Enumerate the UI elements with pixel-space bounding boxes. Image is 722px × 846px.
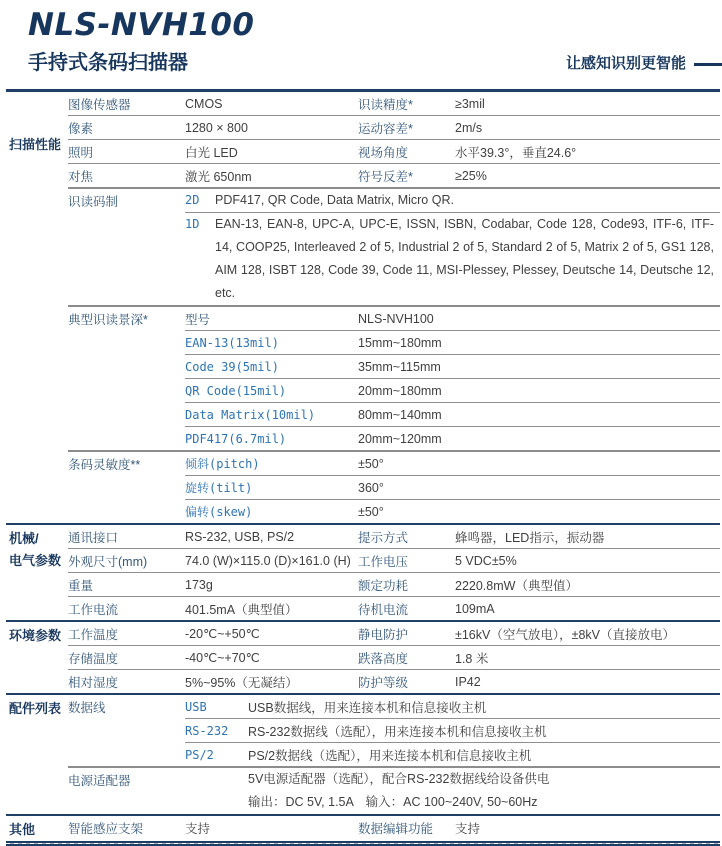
spec-label: 跌落高度	[358, 651, 409, 666]
table-row	[68, 525, 720, 548]
symbology-type-tag: 2D	[185, 193, 200, 207]
section-title	[6, 525, 68, 620]
spec-label: 倾斜(pitch)	[185, 457, 260, 471]
section-mechanical-electrical	[6, 525, 720, 622]
section-title: 其他	[9, 822, 36, 837]
spec-label: 条码灵敏度**	[68, 458, 141, 472]
spec-label: 数据线	[68, 701, 106, 715]
spec-value: PS/2数据线（选配），用来连接本机和信息接收主机	[248, 748, 532, 763]
spec-label: EAN-13(13mil)	[185, 335, 279, 350]
spec-value: RS-232, USB, PS/2	[185, 529, 295, 544]
section-body	[68, 525, 720, 620]
table-row	[185, 475, 720, 499]
table-row	[68, 548, 720, 572]
section-title: 扫描性能	[9, 137, 62, 152]
spec-value: EAN-13, EAN-8, UPC-A, UPC-E, ISSN, ISBN, Codabar, Code 128, Code93, ITF-6, ITF-14, COOP25, Interleaved 2 of 5, Industrial 2 of 5, Standard 2 of 5, Matrix 2 of 5, GS1 128, AIM 128, ISBT 128, Code 39, Code 11, MSI-Plessey, Plessey, Deutsche 14, Deutsche 12, etc.	[215, 217, 714, 300]
slogan-wrap	[566, 53, 722, 75]
spec-value: USB数据线，用来连接本机和信息接收主机	[248, 700, 487, 715]
spec-value: 74.0 (W)×115.0 (D)×161.0 (H)	[185, 553, 351, 568]
spec-label: 工作温度	[68, 627, 119, 642]
cable-type-tag: PS/2	[185, 747, 214, 762]
cable-type-tag: RS-232	[185, 723, 229, 738]
spec-label: 静电防护	[358, 627, 409, 642]
table-row	[185, 212, 720, 305]
table-row	[68, 669, 720, 693]
table-row	[185, 742, 720, 766]
spec-label: 照明	[68, 145, 94, 160]
symbology-type-tag: 1D	[185, 217, 200, 231]
group-rows	[185, 695, 720, 766]
spec-value: ±50°	[358, 456, 384, 471]
header-subrow	[28, 44, 722, 75]
section-body	[68, 695, 720, 814]
spec-label: 数据编辑功能	[358, 821, 434, 836]
spec-value: ±16kV（空气放电），±8kV（直接放电）	[455, 627, 676, 642]
spec-label: 智能感应支架	[68, 821, 144, 836]
table-row	[185, 452, 720, 475]
brand-slogan: 让感知识别更智能	[565, 55, 686, 72]
spec-value: 水平39.3°，垂直24.6°	[455, 145, 577, 160]
spec-label: PDF417(6.7mil)	[185, 431, 287, 446]
spec-label: 相对湿度	[68, 675, 119, 690]
table-row	[185, 189, 720, 212]
header	[0, 0, 722, 75]
group-rows	[185, 768, 720, 814]
spec-value: 80mm~140mm	[358, 407, 442, 422]
spec-value: 支持	[185, 821, 211, 836]
spec-value: ±50°	[358, 504, 384, 519]
spec-label: 防护等级	[358, 675, 409, 690]
section-accessories	[6, 695, 720, 816]
table-row	[185, 426, 720, 450]
spec-label: 工作电压	[358, 554, 409, 569]
spec-value: 401.5mA（典型值）	[185, 602, 298, 617]
spec-label: 像素	[68, 121, 94, 136]
spec-value: 109mA	[455, 601, 495, 616]
spec-label: Data Matrix(10mil)	[185, 407, 316, 422]
table-row	[185, 307, 720, 330]
spec-value: 5V电源适配器（选配），配合RS-232数据线给设备供电	[248, 772, 550, 786]
table-row	[185, 718, 720, 742]
spec-table	[6, 89, 720, 841]
spec-label: 电源适配器	[68, 774, 131, 788]
spec-label: 视场角度	[358, 145, 409, 160]
spec-label: 额定功耗	[358, 578, 409, 593]
spec-value: CMOS	[185, 96, 223, 111]
spec-label: 存储温度	[68, 651, 119, 666]
spec-value: -40℃~+70℃	[185, 651, 260, 665]
spec-label: 识读码制	[68, 195, 119, 209]
table-row	[68, 139, 720, 163]
table-row	[68, 115, 720, 139]
spec-value: ≥25%	[455, 168, 487, 183]
spec-label: 通讯接口	[68, 530, 119, 545]
spec-value: 173g	[185, 577, 213, 592]
group-symbologies	[68, 187, 720, 305]
spec-value: 白光 LED	[185, 145, 238, 160]
group-depth-of-field	[68, 305, 720, 450]
section-body	[68, 622, 720, 693]
table-row	[185, 354, 720, 378]
group-power-adapter	[68, 766, 720, 814]
section-body	[68, 92, 720, 523]
product-model-title: NLS-NVH100	[28, 7, 255, 43]
spec-value: RS-232数据线（选配），用来连接本机和信息接收主机	[248, 724, 547, 739]
section-title-line2: 电气参数	[9, 553, 62, 568]
table-row	[185, 402, 720, 426]
spec-value: NLS-NVH100	[358, 311, 434, 326]
group-rows	[185, 189, 720, 305]
table-row	[68, 622, 720, 645]
spec-label: 重量	[68, 578, 94, 593]
spec-value: PDF417, QR Code, Data Matrix, Micro QR.	[215, 193, 454, 207]
spec-value: 1280 × 800	[185, 120, 248, 135]
spec-value: 激光 650nm	[185, 169, 252, 184]
spec-value: 2220.8mW（典型值）	[455, 578, 578, 593]
spec-value: 35mm~115mm	[358, 359, 441, 374]
bottom-dotted-rule	[6, 841, 720, 846]
group-barcode-sensitivity	[68, 450, 720, 523]
table-row	[185, 499, 720, 523]
spec-value: IP42	[455, 674, 481, 689]
spec-value: 1.8 米	[455, 651, 489, 666]
spec-value: 输出：DC 5V, 1.5A 输入：AC 100~240V, 50~60Hz	[248, 795, 538, 809]
spec-label: Code 39(5mil)	[185, 359, 279, 374]
section-title: 环境参数	[9, 628, 62, 643]
table-row	[68, 572, 720, 596]
table-row	[68, 92, 720, 115]
spec-label: QR Code(15mil)	[185, 383, 287, 398]
group-rows	[185, 452, 720, 523]
spec-value: 360°	[358, 480, 384, 495]
spec-value: -20℃~+50℃	[185, 627, 260, 641]
product-subtitle: 手持式条码扫描器	[28, 52, 188, 74]
group-rows	[185, 307, 720, 450]
section-title: 配件列表	[9, 701, 62, 716]
spec-value: 20mm~120mm	[358, 431, 442, 446]
table-row	[185, 330, 720, 354]
spec-value: 5%~95%（无凝结）	[185, 675, 298, 690]
spec-label: 工作电流	[68, 602, 119, 617]
slogan-dash-line	[694, 63, 722, 66]
section-environment	[6, 622, 720, 695]
spec-label: 符号反差*	[358, 169, 413, 184]
spec-label: 型号	[185, 312, 211, 327]
spec-label: 图像传感器	[68, 97, 131, 112]
section-body	[68, 816, 720, 841]
spec-value: 2m/s	[455, 120, 483, 135]
spec-label: 旋转(tilt)	[185, 481, 253, 495]
spec-label: 待机电流	[358, 602, 409, 617]
section-title-line1: 机械/	[9, 531, 39, 546]
spec-value: ≥3mil	[455, 96, 485, 111]
spec-value: 15mm~180mm	[358, 335, 442, 350]
table-row	[68, 816, 720, 839]
table-row	[185, 695, 720, 718]
cable-type-tag: USB	[185, 699, 207, 714]
spec-label: 识读精度*	[358, 97, 413, 112]
group-data-cables	[68, 695, 720, 766]
section-other	[6, 816, 720, 841]
section-scan-performance	[6, 92, 720, 525]
table-row	[68, 596, 720, 620]
spec-label: 运动容差*	[358, 121, 413, 136]
table-row	[185, 378, 720, 402]
spec-value: 20mm~180mm	[358, 383, 442, 398]
spec-label: 外观尺寸(mm)	[68, 554, 148, 569]
spec-label: 典型识读景深*	[68, 313, 148, 327]
spec-label: 偏转(skew)	[185, 505, 253, 519]
spec-label: 对焦	[68, 169, 94, 184]
spec-label: 提示方式	[358, 530, 409, 545]
spec-value: 5 VDC±5%	[455, 553, 517, 568]
spec-value: 蜂鸣器，LED指示，振动器	[455, 530, 605, 545]
table-row	[68, 163, 720, 187]
table-row	[68, 645, 720, 669]
spec-value: 支持	[455, 821, 481, 836]
